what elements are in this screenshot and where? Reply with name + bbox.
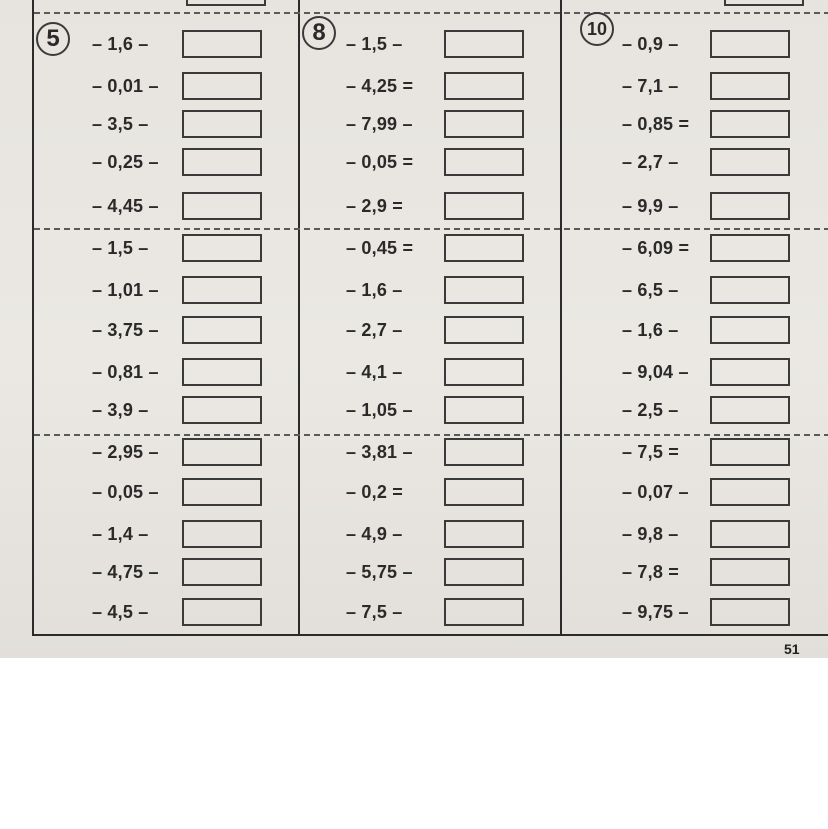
subtraction-expression: – 1,4 – — [92, 524, 149, 544]
answer-box[interactable] — [444, 30, 524, 58]
dashed-separator — [34, 228, 828, 230]
subtraction-expression: – 2,9 = — [346, 196, 403, 216]
subtraction-expression: – 7,5 = — [622, 442, 679, 462]
answer-box[interactable] — [710, 276, 790, 304]
answer-box[interactable] — [182, 438, 262, 466]
answer-box[interactable] — [444, 316, 524, 344]
dashed-separator — [34, 12, 828, 14]
subtraction-expression: – 6,5 – — [622, 280, 679, 300]
subtraction-expression: – 4,25 = — [346, 76, 414, 96]
answer-box[interactable] — [710, 396, 790, 424]
answer-box[interactable] — [710, 520, 790, 548]
subtraction-expression: – 2,5 – — [622, 400, 679, 420]
answer-box[interactable] — [444, 234, 524, 262]
answer-box[interactable] — [182, 358, 262, 386]
column-divider — [560, 0, 562, 634]
answer-box[interactable] — [182, 30, 262, 58]
answer-box[interactable] — [710, 234, 790, 262]
answer-box[interactable] — [710, 558, 790, 586]
answer-box[interactable] — [444, 438, 524, 466]
subtraction-expression: – 1,5 – — [346, 34, 403, 54]
answer-box[interactable] — [444, 396, 524, 424]
column-divider — [298, 0, 300, 634]
subtraction-expression: – 0,07 – — [622, 482, 689, 502]
answer-box[interactable] — [444, 148, 524, 176]
answer-box[interactable] — [710, 72, 790, 100]
subtraction-expression: – 2,7 – — [622, 152, 679, 172]
subtraction-expression: – 1,05 – — [346, 400, 413, 420]
exercise-number-marker: 8 — [302, 16, 336, 50]
subtraction-expression: – 6,09 = — [622, 238, 690, 258]
subtraction-expression: – 0,25 – — [92, 152, 159, 172]
answer-box[interactable] — [444, 520, 524, 548]
answer-box[interactable] — [444, 276, 524, 304]
subtraction-expression: – 1,01 – — [92, 280, 159, 300]
answer-box[interactable] — [710, 192, 790, 220]
answer-box[interactable] — [182, 234, 262, 262]
exercise-number-marker: 10 — [580, 12, 614, 46]
subtraction-expression: – 0,81 – — [92, 362, 159, 382]
subtraction-expression: – 2,95 – — [92, 442, 159, 462]
top-partial-expression — [94, 0, 161, 1]
subtraction-expression: – 0,85 = — [622, 114, 690, 134]
subtraction-expression: – 3,81 – — [346, 442, 413, 462]
subtraction-expression: – 9,75 – — [622, 602, 689, 622]
answer-box[interactable] — [182, 396, 262, 424]
answer-box[interactable] — [724, 0, 804, 6]
subtraction-expression: – 1,6 – — [92, 34, 149, 54]
answer-box[interactable] — [710, 598, 790, 626]
answer-box[interactable] — [710, 30, 790, 58]
subtraction-expression: – 5,75 – — [346, 562, 413, 582]
dashed-separator — [34, 434, 828, 436]
answer-box[interactable] — [444, 558, 524, 586]
answer-box[interactable] — [444, 478, 524, 506]
subtraction-expression: – 3,75 – — [92, 320, 159, 340]
answer-box[interactable] — [444, 598, 524, 626]
answer-box[interactable] — [710, 148, 790, 176]
subtraction-expression: – 7,1 – — [622, 76, 679, 96]
answer-box[interactable] — [444, 192, 524, 220]
subtraction-expression: – 0,01 – — [92, 76, 159, 96]
answer-box[interactable] — [182, 316, 262, 344]
blank-area — [0, 658, 828, 829]
subtraction-expression: – 3,9 – — [92, 400, 149, 420]
subtraction-expression: – 0,05 – — [92, 482, 159, 502]
answer-box[interactable] — [710, 438, 790, 466]
subtraction-expression: – 1,5 – — [92, 238, 149, 258]
answer-box[interactable] — [182, 110, 262, 138]
answer-box[interactable] — [710, 478, 790, 506]
answer-box[interactable] — [444, 72, 524, 100]
subtraction-expression: – 3,5 – — [92, 114, 149, 134]
subtraction-expression: – 9,8 – — [622, 524, 679, 544]
subtraction-expression: – 4,1 – — [346, 362, 403, 382]
subtraction-expression: – 9,04 – — [622, 362, 689, 382]
subtraction-expression: – 0,2 = — [346, 482, 403, 502]
answer-box[interactable] — [710, 316, 790, 344]
answer-box[interactable] — [186, 0, 266, 6]
answer-box[interactable] — [710, 358, 790, 386]
answer-box[interactable] — [444, 358, 524, 386]
subtraction-expression: – 0,9 – — [622, 34, 679, 54]
subtraction-expression: – 0,45 = — [346, 238, 414, 258]
subtraction-expression: – 7,8 = — [622, 562, 679, 582]
subtraction-expression: – 4,45 – — [92, 196, 159, 216]
page-number: 51 — [784, 641, 800, 657]
subtraction-expression: – 2,7 – — [346, 320, 403, 340]
subtraction-expression: – 7,5 – — [346, 602, 403, 622]
answer-box[interactable] — [182, 478, 262, 506]
subtraction-expression: – 1,6 – — [346, 280, 403, 300]
answer-box[interactable] — [182, 72, 262, 100]
answer-box[interactable] — [182, 520, 262, 548]
subtraction-expression: – 0,05 = — [346, 152, 414, 172]
subtraction-expression: – 4,5 – — [92, 602, 149, 622]
subtraction-expression: – 7,99 – — [346, 114, 413, 134]
answer-box[interactable] — [182, 598, 262, 626]
answer-box[interactable] — [182, 276, 262, 304]
answer-box[interactable] — [444, 110, 524, 138]
answer-box[interactable] — [182, 148, 262, 176]
answer-box[interactable] — [182, 192, 262, 220]
answer-box[interactable] — [710, 110, 790, 138]
subtraction-expression: – 9,9 – — [622, 196, 679, 216]
subtraction-expression: – 4,9 – — [346, 524, 403, 544]
subtraction-expression: – 1,6 – — [622, 320, 679, 340]
subtraction-expression: – 4,75 – — [92, 562, 159, 582]
exercise-number-marker: 5 — [36, 22, 70, 56]
answer-box[interactable] — [182, 558, 262, 586]
